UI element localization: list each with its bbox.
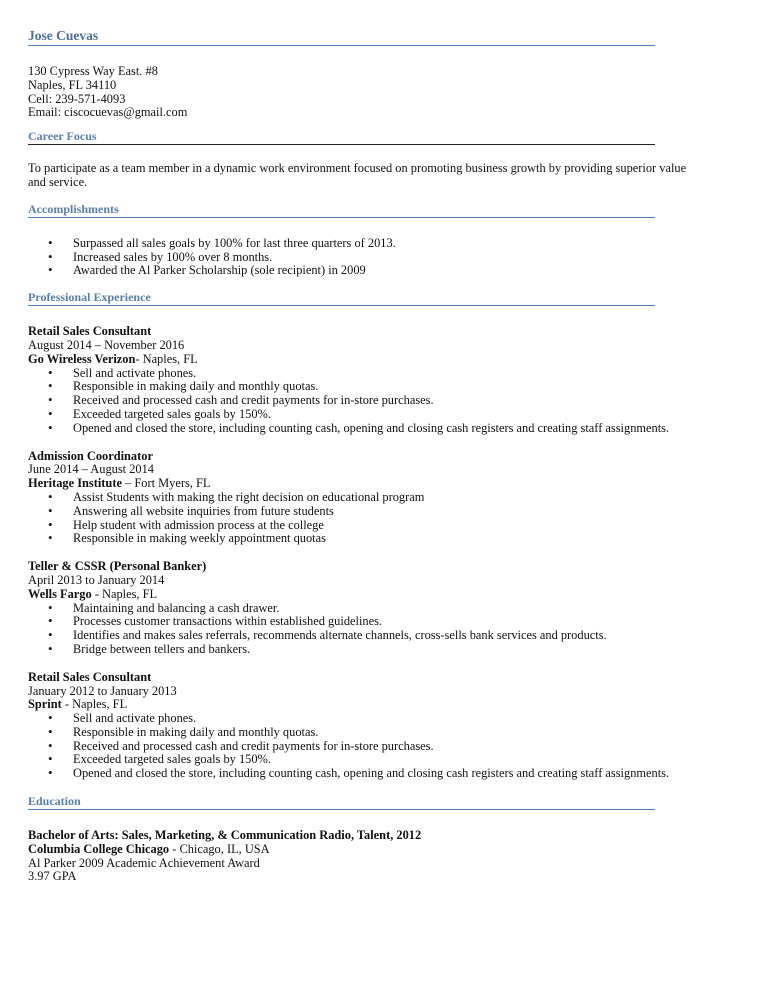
employer-name: Go Wireless Verizon [28, 351, 136, 366]
email-address: Email: ciscocuevas@gmail.com [28, 105, 188, 120]
list-item: • Received and processed cash and credit payments for in-store purchases. [28, 394, 748, 408]
resume-name: Jose Cuevas [28, 28, 655, 46]
employer-location: - Naples, FL [64, 697, 128, 712]
employer-location: - Naples, FL [135, 351, 198, 366]
list-item: • Processes customer transactions within established guidelines. [28, 615, 748, 629]
list-item: • Exceeded targeted sales goals by 150%. [28, 408, 748, 422]
job-entry [28, 325, 748, 435]
school-name: Columbia College Chicago [28, 841, 170, 856]
list-item: • Surpassed all sales goals by 100% for last three quarters of 2013. [28, 237, 748, 251]
gpa: 3.97 GPA [28, 869, 77, 884]
accomplishments-heading: Accomplishments [28, 202, 655, 218]
duties-list [28, 491, 748, 546]
accomplishments-list [28, 237, 748, 278]
employer-line [28, 698, 748, 712]
resume-page [28, 0, 748, 884]
address-line-2: Naples, FL 34110 [28, 77, 117, 92]
job-title: Admission Coordinator [28, 448, 153, 463]
career-focus-text: To participate as a team member in a dynamic work environment focused on promoting business growth by providing superior value and service. [28, 161, 687, 189]
job-dates: August 2014 – November 2016 [28, 337, 185, 352]
education-heading: Education [28, 794, 655, 810]
list-item: • Sell and activate phones. [28, 367, 748, 381]
list-item: • Increased sales by 100% over 8 months. [28, 251, 748, 265]
list-item: • Responsible in making daily and monthly quotas. [28, 726, 748, 740]
list-item: • Responsible in making weekly appointment quotas [28, 532, 748, 546]
job-title: Teller & CSSR (Personal Banker) [28, 559, 207, 574]
list-item: • Sell and activate phones. [28, 712, 748, 726]
experience-list [28, 325, 748, 781]
job-dates: April 2013 to January 2014 [28, 572, 165, 587]
contact-block [28, 65, 748, 120]
list-item: • Received and processed cash and credit payments for in-store purchases. [28, 740, 748, 754]
list-item: • Responsible in making daily and monthly quotas. [28, 380, 748, 394]
job-dates: June 2014 – August 2014 [28, 462, 154, 477]
cell-phone: Cell: 239-571-4093 [28, 91, 126, 106]
employer-line [28, 477, 748, 491]
job-title: Retail Sales Consultant [28, 669, 152, 684]
education-block [28, 829, 748, 884]
degree: Bachelor of Arts: Sales, Marketing, & Communication Radio, Talent, 2012 [28, 828, 422, 843]
list-item: • Assist Students with making the right decision on educational program [28, 491, 748, 505]
employer-name: Wells Fargo [28, 586, 92, 601]
list-item: • Awarded the Al Parker Scholarship (sole recipient) in 2009 [28, 264, 748, 278]
address-line-1: 130 Cypress Way East. #8 [28, 64, 158, 78]
employer-line [28, 588, 748, 602]
job-entry [28, 560, 748, 657]
list-item: • Help student with admission process at the college [28, 519, 748, 533]
duties-list [28, 367, 748, 436]
employer-location: - Naples, FL [94, 586, 158, 601]
school-line [28, 843, 748, 857]
career-focus-heading: Career Focus [28, 129, 655, 145]
list-item: • Answering all website inquiries from future students [28, 505, 748, 519]
list-item: • Exceeded targeted sales goals by 150%. [28, 753, 748, 767]
list-item: • Bridge between tellers and bankers. [28, 643, 748, 657]
employer-location: – Fort Myers, FL [125, 476, 211, 491]
school-location: - Chicago, IL, USA [172, 841, 270, 856]
experience-heading: Professional Experience [28, 290, 655, 306]
job-title: Retail Sales Consultant [28, 324, 152, 339]
job-dates: January 2012 to January 2013 [28, 683, 177, 698]
duties-list [28, 712, 748, 781]
employer-name: Sprint [28, 697, 62, 712]
list-item: • Maintaining and balancing a cash drawer. [28, 602, 748, 616]
job-entry [28, 450, 748, 547]
list-item: • Opened and closed the store, including counting cash, opening and closing cash registers and creating staff assignments. [28, 422, 748, 436]
list-item: • Identifies and makes sales referrals, recommends alternate channels, cross-sells bank services and products. [28, 629, 748, 643]
list-item: • Opened and closed the store, including counting cash, opening and closing cash registers and creating staff assignments. [28, 767, 748, 781]
employer-line [28, 353, 748, 367]
employer-name: Heritage Institute [28, 476, 122, 491]
award: Al Parker 2009 Academic Achievement Award [28, 855, 260, 870]
duties-list [28, 602, 748, 657]
job-entry [28, 671, 748, 781]
